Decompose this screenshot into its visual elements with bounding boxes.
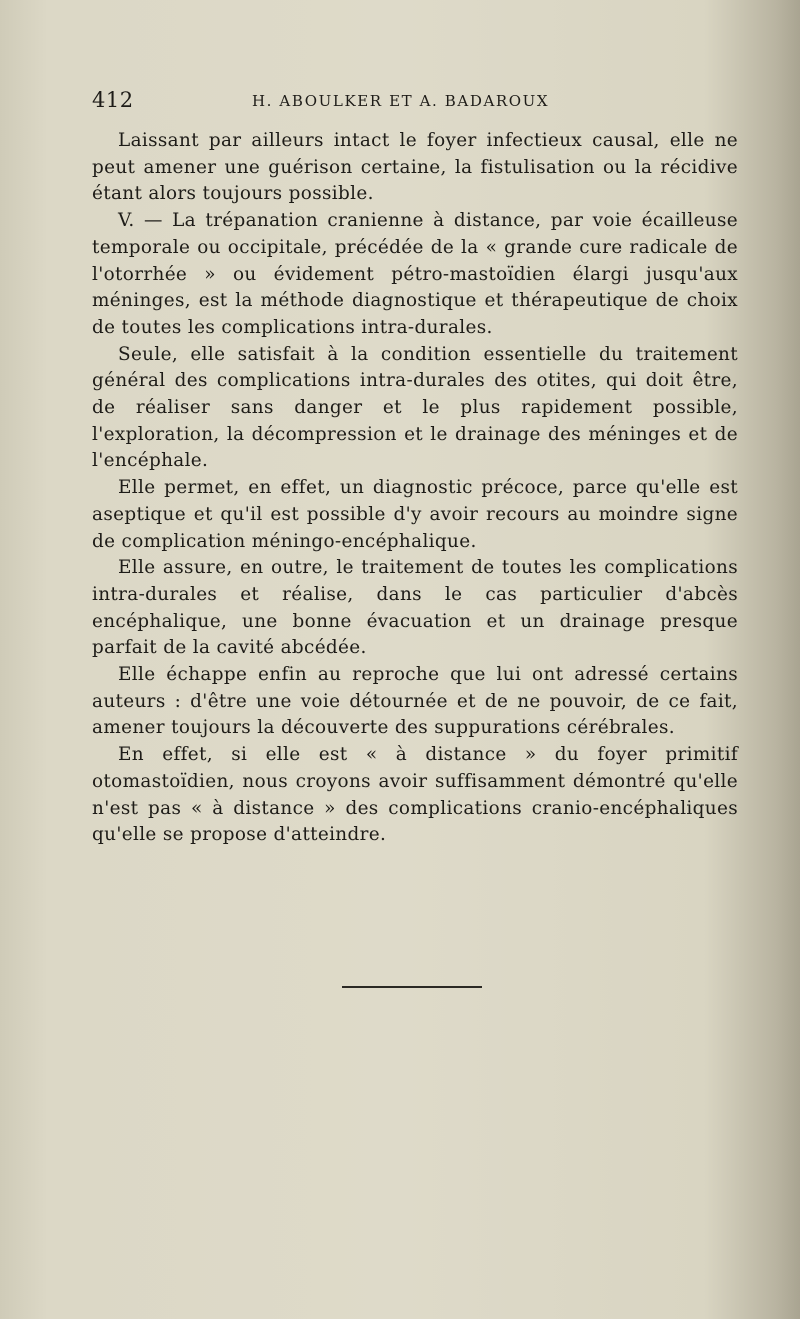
paragraph: Elle assure, en outre, le traitement de toutes les complications intra-durales et réalise, dans le cas particulier d'abcès encéphalique, une bonne évacuation et un drainage presque parfait de la cavité abcédée.: [92, 557, 738, 659]
paragraph: Laissant par ailleurs intact le foyer infectieux causal, elle ne peut amener une guérison certaine, la fistulisation ou la récidive étant alors toujours possible.: [92, 130, 738, 205]
body-text: [92, 128, 738, 849]
paragraph: Seule, elle satisfait à la condition essentielle du traitement général des complications intra-durales des otites, qui doit être, de réaliser sans danger et le plus rapidement possible, l'exploration, la décompression et le drainage des méninges et de l'encéphale.: [92, 343, 738, 472]
paragraph: Elle échappe enfin au reproche que lui ont adressé certains auteurs : d'être une voie détournée et de ne pouvoir, de ce fait, amener toujours la découverte des suppurations cérébrales.: [92, 664, 738, 739]
paragraph: En effet, si elle est « à distance » du foyer primitif otomastoïdien, nous croyons avoir suffisamment démontré qu'elle n'est pas « à distance » des complications cranio-encéphaliques qu'elle se propose d'atteindre.: [92, 744, 738, 846]
running-head: H. ABOULKER ET A. BADAROUX: [252, 92, 550, 110]
page-header: [92, 88, 736, 118]
page-number: 412: [92, 88, 134, 112]
paragraph: Elle permet, en effet, un diagnostic précoce, parce qu'elle est aseptique et qu'il est possible d'y avoir recours au moindre signe de complication méningo-encéphalique.: [92, 477, 738, 552]
section-end-rule: [342, 986, 482, 988]
paragraph: V. — La trépanation cranienne à distance, par voie écailleuse temporale ou occipitale, précédée de la « grande cure radicale de l'otorrhée » ou évidement pétro-mastoïdien élargi jusqu'aux méninges, est la méthode diagnostique et thérapeutique de choix de toutes les complications intra-durales.: [92, 210, 738, 338]
